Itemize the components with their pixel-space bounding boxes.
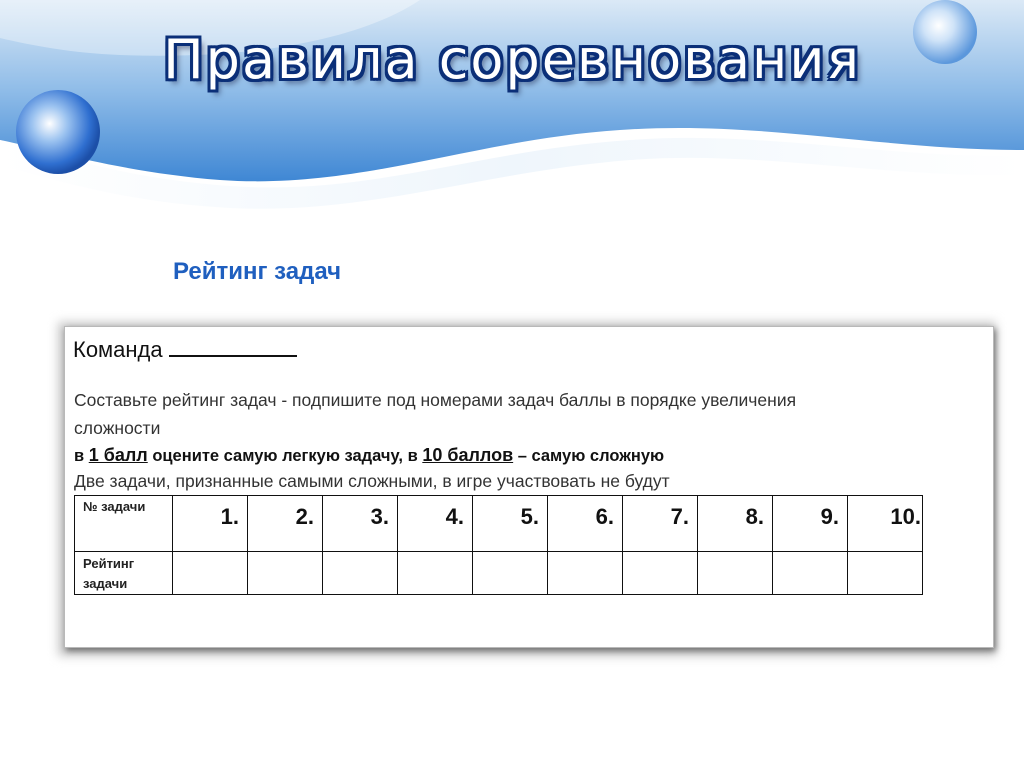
instruction-line-4: Две задачи, признанные самыми сложными, в игре участвовать не будут [74, 471, 670, 491]
rating-header-line2: задачи [83, 576, 128, 591]
instruction-line-3 [74, 445, 664, 466]
rating-cell-4[interactable] [398, 552, 473, 595]
rating-cell-2[interactable] [248, 552, 323, 595]
rating-cell-3[interactable] [323, 552, 398, 595]
instruction-text: – самую сложную [513, 447, 665, 465]
instruction-text: в [74, 447, 89, 465]
team-field [73, 335, 297, 363]
instruction-line-1: Составьте рейтинг задач - подпишите под номерами задач баллы в порядке увеличения [74, 390, 797, 410]
table-row-task-numbers [75, 496, 923, 552]
task-number-6: 6. [548, 496, 623, 552]
rating-table [74, 495, 923, 595]
min-score-text: 1 балл [88, 445, 148, 465]
task-number-1: 1. [173, 496, 248, 552]
team-label: Команда [73, 337, 163, 362]
task-number-9: 9. [773, 496, 848, 552]
rating-header [75, 552, 173, 595]
form-card [64, 326, 994, 648]
rating-cell-8[interactable] [698, 552, 773, 595]
task-number-4: 4. [398, 496, 473, 552]
team-name-blank [169, 335, 297, 357]
rating-cell-5[interactable] [473, 552, 548, 595]
slide-title: Правила соревнования [163, 28, 861, 91]
task-number-2: 2. [248, 496, 323, 552]
task-number-3: 3. [323, 496, 398, 552]
rating-cell-10[interactable] [848, 552, 923, 595]
task-number-7: 7. [623, 496, 698, 552]
task-number-header: № задачи [75, 496, 173, 552]
slide-subtitle: Рейтинг задач [173, 258, 342, 285]
decorative-bubble-left [16, 90, 100, 174]
max-score-text: 10 баллов [422, 445, 514, 465]
task-number-8: 8. [698, 496, 773, 552]
rating-cell-6[interactable] [548, 552, 623, 595]
rating-cell-7[interactable] [623, 552, 698, 595]
instruction-line-2: сложности [74, 418, 161, 438]
rating-cell-1[interactable] [173, 552, 248, 595]
task-number-5: 5. [473, 496, 548, 552]
rating-cell-9[interactable] [773, 552, 848, 595]
table-row-ratings [75, 552, 923, 595]
rating-header-line1: Рейтинг [83, 556, 135, 571]
task-number-10: 10. [848, 496, 923, 552]
instruction-text: оцените самую легкую задачу, в [147, 447, 423, 465]
